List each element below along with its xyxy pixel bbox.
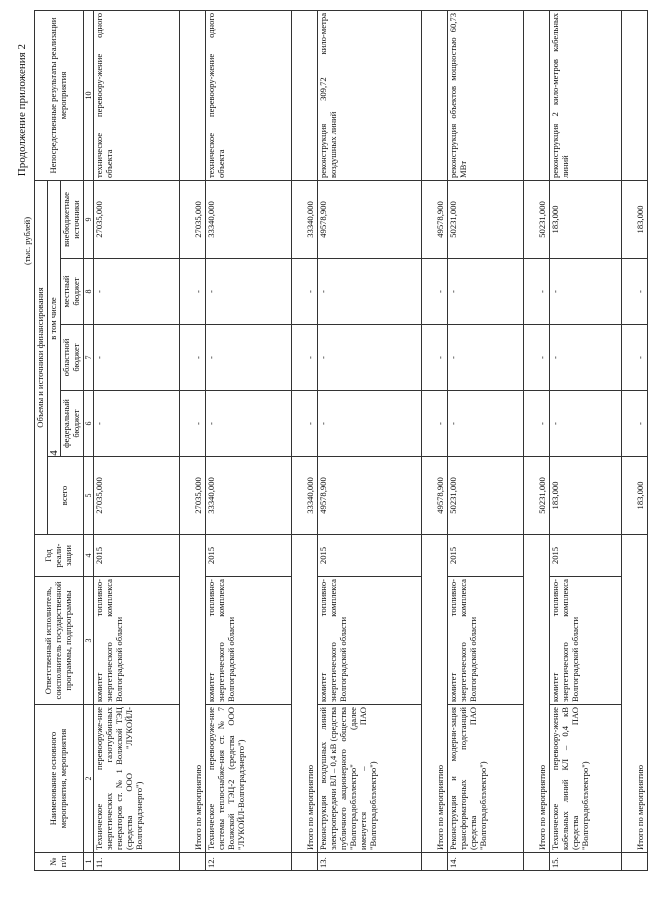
row-number: 14.	[448, 853, 524, 871]
subtotal-regional: -	[422, 325, 448, 391]
direct-result: техническое перевоору-жение одного объекта	[206, 10, 292, 180]
subtotal-local: -	[422, 259, 448, 325]
subtotal-extrabudgetary: 183,000	[622, 180, 648, 258]
funding-local: -	[206, 259, 292, 325]
subtotal-extrabudgetary: 50231,000	[524, 180, 550, 258]
header-no: № п/п	[35, 853, 84, 871]
subtotal-label: Итого по мероприятию	[524, 535, 550, 853]
funding-local: -	[550, 259, 622, 325]
empty-cell	[180, 853, 206, 871]
empty-cell	[524, 10, 550, 180]
subtotal-local: -	[524, 259, 550, 325]
implementation-year: 2015	[550, 535, 622, 577]
subtotal-local: -	[622, 259, 648, 325]
funding-total: 49578,900	[318, 457, 422, 535]
funding-local: -	[318, 259, 422, 325]
subtotal-total: 50231,000	[524, 457, 550, 535]
funding-federal: -	[448, 391, 524, 457]
empty-cell	[422, 10, 448, 180]
measures-table	[34, 10, 648, 871]
subtotal-extrabudgetary: 27035,000	[180, 180, 206, 258]
table-row-subtotal	[292, 10, 318, 870]
subtotal-local: -	[292, 259, 318, 325]
table-row	[550, 10, 622, 870]
col-number: 6	[83, 391, 93, 457]
subtotal-total: 183,000	[622, 457, 648, 535]
funding-federal: -	[94, 391, 180, 457]
responsible-executor: комитет топливно-энергетического комплекса Волгоградской области	[94, 577, 180, 705]
subtotal-total: 27035,000	[180, 457, 206, 535]
subtotal-federal: -	[292, 391, 318, 457]
subtotal-extrabudgetary: 33340,000	[292, 180, 318, 258]
col-number: 2	[83, 705, 93, 853]
empty-cell	[622, 853, 648, 871]
subtotal-regional: -	[292, 325, 318, 391]
units-note: (тыс. рублей)	[22, 216, 32, 265]
funding-extrabudgetary: 49578,900	[318, 180, 422, 258]
row-number: 15.	[550, 853, 622, 871]
col-number: 9	[83, 180, 93, 258]
header-year: Год реали-зации	[35, 535, 84, 577]
subtotal-regional: -	[622, 325, 648, 391]
funding-extrabudgetary: 27035,000	[94, 180, 180, 258]
col-number: 10	[83, 10, 93, 180]
subtotal-extrabudgetary: 49578,900	[422, 180, 448, 258]
subtotal-label: Итого по мероприятию	[622, 535, 648, 853]
funding-total: 50231,000	[448, 457, 524, 535]
column-numbers-row	[83, 10, 93, 870]
empty-cell	[422, 853, 448, 871]
header-in-total: в том числе	[47, 180, 60, 456]
funding-total: 27035,000	[94, 457, 180, 535]
table-row-subtotal	[524, 10, 550, 870]
funding-federal: -	[318, 391, 422, 457]
subtotal-label: Итого по мероприятию	[180, 535, 206, 853]
subtotal-regional: -	[180, 325, 206, 391]
subtotal-federal: -	[622, 391, 648, 457]
responsible-executor: комитет топливно-энергетического комплекса Волгоградской области	[448, 577, 524, 705]
header-executor: Ответственный исполнитель, соисполнитель государственной программы, подпрограммы	[35, 577, 84, 705]
header-name: Наименование основного мероприятия, мероприятия	[35, 705, 84, 853]
col-number: 1	[83, 853, 93, 871]
subtotal-total: 33340,000	[292, 457, 318, 535]
funding-local: -	[94, 259, 180, 325]
appendix-continuation-title: Продолжение приложения 2	[16, 44, 28, 177]
header-extra: внебюджетные источники	[60, 180, 83, 258]
table-row	[206, 10, 292, 870]
measure-name: Техническое перевоору-жение кабельных линий КЛ – 0,4 кВ (средства ПАО "Волгоградоблэлектро")	[550, 705, 622, 853]
funding-federal: -	[550, 391, 622, 457]
subtotal-total: 49578,900	[422, 457, 448, 535]
subtotal-label: Итого по мероприятию	[292, 535, 318, 853]
direct-result: реконструкция объектов мощностью 60,73 МВт	[448, 10, 524, 180]
subtotal-federal: -	[422, 391, 448, 457]
responsible-executor: комитет топливно-энергетического комплекса Волгоградской области	[550, 577, 622, 705]
measure-name: Реконструкция воздушных линий электропередачи ВЛ – 0,4 кВ (средства публичного акционерного общества "Волгоградоблэлектро" (далее именуется – ПАО "Волгоградоблэлектро")	[318, 705, 422, 853]
table-body	[94, 10, 648, 870]
row-number: 11.	[94, 853, 180, 871]
responsible-executor: комитет топливно-энергетического комплекса Волгоградской области	[318, 577, 422, 705]
direct-result: техническое перевоору-жение одного объекта	[94, 10, 180, 180]
table-row-subtotal	[622, 10, 648, 870]
subtotal-federal: -	[524, 391, 550, 457]
funding-total: 33340,000	[206, 457, 292, 535]
page-number: 4	[48, 450, 60, 456]
subtotal-regional: -	[524, 325, 550, 391]
empty-cell	[292, 853, 318, 871]
empty-cell	[524, 853, 550, 871]
measure-name: Техническое перевооруже-ние энергетических газотурбинных генераторов ст. № 1 Волжской ТЭЦ (средства ООО "ЛУКОЙЛ-Волгоградэнерго")	[94, 705, 180, 853]
table-row	[448, 10, 524, 870]
empty-cell	[622, 10, 648, 180]
funding-extrabudgetary: 50231,000	[448, 180, 524, 258]
funding-regional: -	[318, 325, 422, 391]
header-funding: Объемы и источники финансирования	[35, 180, 48, 534]
header-results: Непосредственные результаты реализации мероприятия	[35, 10, 84, 180]
row-number: 13.	[318, 853, 422, 871]
col-number: 7	[83, 325, 93, 391]
header-total: всего	[47, 457, 83, 535]
table-row	[94, 10, 180, 870]
subtotal-federal: -	[180, 391, 206, 457]
funding-regional: -	[448, 325, 524, 391]
measure-name: Реконструкция и модерни-зация трансформаторных подстанций (средства ПАО "Волгоградоблэлектро")	[448, 705, 524, 853]
col-number: 8	[83, 259, 93, 325]
table-row-subtotal	[422, 10, 448, 870]
table-row	[318, 10, 422, 870]
header-local: местный бюджет	[60, 259, 83, 325]
col-number: 3	[83, 577, 93, 705]
row-number: 12.	[206, 853, 292, 871]
funding-regional: -	[94, 325, 180, 391]
header-federal: федеральный бюджет	[60, 391, 83, 457]
empty-cell	[292, 10, 318, 180]
direct-result: реконструкция 309,72 кило-метра воздушных линий	[318, 10, 422, 180]
implementation-year: 2015	[94, 535, 180, 577]
implementation-year: 2015	[448, 535, 524, 577]
implementation-year: 2015	[206, 535, 292, 577]
funding-extrabudgetary: 33340,000	[206, 180, 292, 258]
funding-local: -	[448, 259, 524, 325]
col-number: 5	[83, 457, 93, 535]
measure-name: Техническое перевооруже-ние системы теплоснабже-ния ст. № 7 Волжской ТЭЦ-2 (средства ООО "ЛУКОЙЛ-Волгоградэнерго")	[206, 705, 292, 853]
subtotal-label: Итого по мероприятию	[422, 535, 448, 853]
implementation-year: 2015	[318, 535, 422, 577]
direct-result: реконструкция 2 кило-метров кабельных линий	[550, 10, 622, 180]
empty-cell	[180, 10, 206, 180]
responsible-executor: комитет топливно-энергетического комплекса Волгоградской области	[206, 577, 292, 705]
funding-federal: -	[206, 391, 292, 457]
funding-extrabudgetary: 183,000	[550, 180, 622, 258]
funding-total: 183,000	[550, 457, 622, 535]
header-regional: областной бюджет	[60, 325, 83, 391]
funding-regional: -	[550, 325, 622, 391]
table-row-subtotal	[180, 10, 206, 870]
col-number: 4	[83, 535, 93, 577]
funding-regional: -	[206, 325, 292, 391]
subtotal-local: -	[180, 259, 206, 325]
